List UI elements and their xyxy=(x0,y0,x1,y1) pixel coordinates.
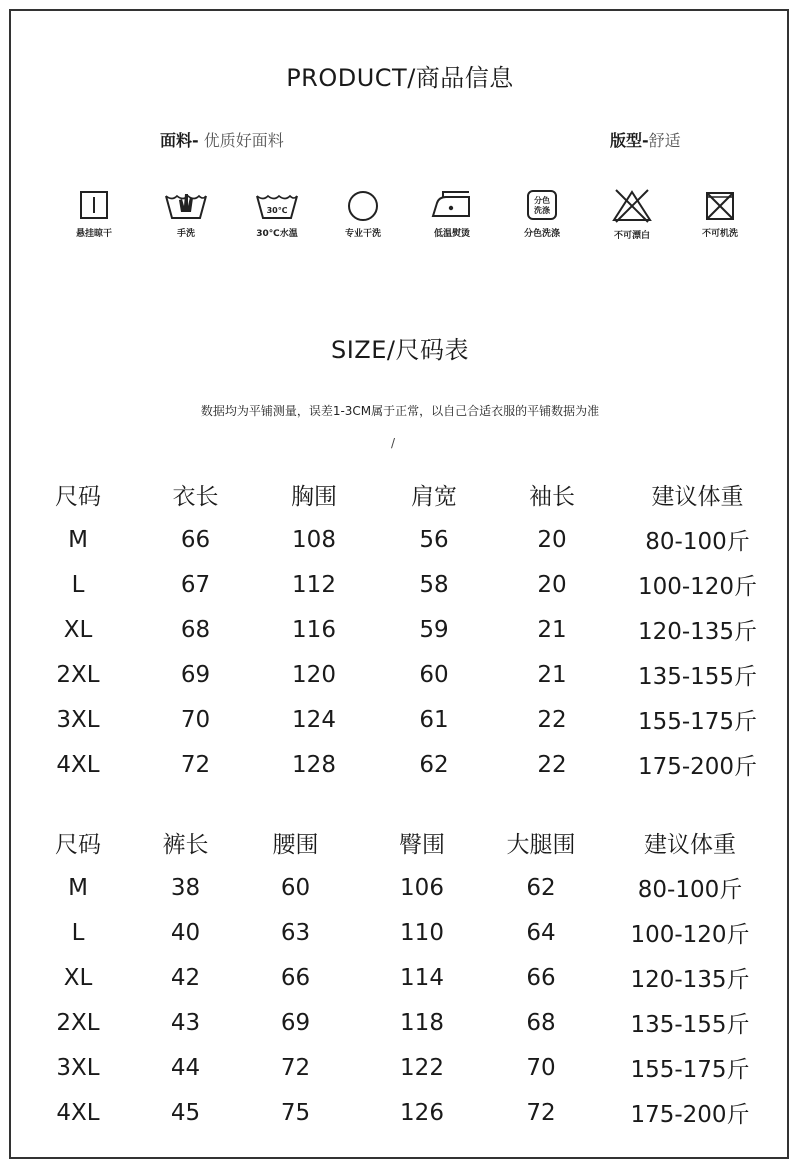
table-row xyxy=(18,652,784,697)
table-row xyxy=(18,562,784,607)
table-cell: 63 xyxy=(280,919,311,946)
care-item-wash-30c xyxy=(232,188,322,239)
stray-slash: / xyxy=(391,436,396,450)
fit-info xyxy=(610,128,681,151)
table-cell: 60 xyxy=(419,661,449,688)
size-cell: 2XL xyxy=(56,1009,100,1036)
size-cell: 3XL xyxy=(56,1054,100,1081)
table-row xyxy=(18,1045,784,1090)
table-cell: 72 xyxy=(526,1099,556,1126)
table-row xyxy=(18,742,784,787)
bottom-size-table xyxy=(18,820,784,1135)
table-cell: 70 xyxy=(180,706,211,733)
size-title: SIZE/尺码表 xyxy=(330,336,469,364)
care-item-hang-dry xyxy=(49,188,139,239)
table-cell: 59 xyxy=(419,616,449,643)
fit-label: 版型- xyxy=(610,131,649,150)
table-cell: 22 xyxy=(537,751,567,778)
weight-cell: 80-100斤 xyxy=(645,529,750,555)
dry-clean-icon xyxy=(344,188,382,222)
table-cell: 44 xyxy=(170,1054,201,1081)
size-cell: 4XL xyxy=(56,1099,100,1126)
table-header-row xyxy=(18,472,784,517)
svg-text:洗涤: 洗涤 xyxy=(534,206,550,215)
measurement-note: 数据均为平铺测量，误差1-3CM属于正常，以自己合适衣服的平铺数据为准 xyxy=(200,404,600,418)
fabric-value: 优质好面料 xyxy=(198,131,284,150)
table-cell: 116 xyxy=(292,616,336,643)
header-cell: 肩宽 xyxy=(411,484,457,510)
size-cell: XL xyxy=(63,616,93,643)
care-label: 分色洗涤 xyxy=(523,229,560,239)
wash-30c-icon xyxy=(254,188,300,222)
header-cell: 建议体重 xyxy=(644,832,736,858)
table-cell: 68 xyxy=(526,1009,556,1036)
weight-cell: 155-175斤 xyxy=(630,1057,750,1083)
table-cell: 61 xyxy=(419,706,449,733)
fabric-label: 面料- xyxy=(160,131,199,150)
product-title: PRODUCT/商品信息 xyxy=(286,64,514,92)
table-cell: 20 xyxy=(537,571,567,598)
table-cell: 66 xyxy=(280,964,311,991)
size-cell: L xyxy=(71,571,85,598)
table-cell: 128 xyxy=(292,751,336,778)
table-cell: 64 xyxy=(526,919,556,946)
care-label: 不可漂白 xyxy=(613,231,650,241)
weight-cell: 175-200斤 xyxy=(630,1102,750,1128)
table-cell: 62 xyxy=(526,874,556,901)
low-iron-icon xyxy=(429,188,475,222)
table-cell: 21 xyxy=(537,661,567,688)
header-cell: 裤长 xyxy=(162,832,209,858)
size-cell: 4XL xyxy=(56,751,100,778)
table-cell: 126 xyxy=(400,1099,444,1126)
fabric-info xyxy=(160,128,284,151)
table-cell: 114 xyxy=(400,964,444,991)
size-cell: M xyxy=(68,526,88,553)
table-cell: 22 xyxy=(537,706,567,733)
table-cell: 21 xyxy=(537,616,567,643)
fit-value: 舒适 xyxy=(648,131,681,150)
header-cell: 大腿围 xyxy=(506,832,576,858)
table-row xyxy=(18,607,784,652)
table-row xyxy=(18,865,784,910)
size-cell: L xyxy=(71,919,85,946)
table-cell: 118 xyxy=(400,1009,444,1036)
wash-temp-text: 30℃ xyxy=(266,206,288,215)
table-row xyxy=(18,955,784,1000)
care-label: 专业干洗 xyxy=(344,229,381,239)
table-cell: 122 xyxy=(400,1054,444,1081)
header-cell: 胸围 xyxy=(291,484,337,510)
weight-cell: 100-120斤 xyxy=(630,922,750,948)
weight-cell: 100-120斤 xyxy=(637,574,758,600)
table-cell: 106 xyxy=(400,874,444,901)
table-header-row xyxy=(18,820,784,865)
weight-cell: 135-155斤 xyxy=(637,664,758,690)
care-label: 手洗 xyxy=(176,229,195,239)
table-cell: 40 xyxy=(170,919,201,946)
weight-cell: 120-135斤 xyxy=(630,967,750,993)
table-cell: 69 xyxy=(280,1009,311,1036)
table-cell: 112 xyxy=(292,571,336,598)
size-cell: XL xyxy=(63,964,93,991)
table-cell: 72 xyxy=(280,1054,311,1081)
top-size-table xyxy=(18,472,784,787)
hand-wash-icon xyxy=(163,188,209,222)
table-cell: 43 xyxy=(170,1009,201,1036)
weight-cell: 135-155斤 xyxy=(630,1012,750,1038)
table-row xyxy=(18,1000,784,1045)
weight-cell: 155-175斤 xyxy=(637,709,758,735)
table-row xyxy=(18,697,784,742)
header-cell: 腰围 xyxy=(272,832,319,858)
header-cell: 臀围 xyxy=(399,832,445,858)
svg-text:分色: 分色 xyxy=(534,196,550,205)
table-cell: 75 xyxy=(280,1099,311,1126)
table-cell: 66 xyxy=(180,526,211,553)
size-cell: 2XL xyxy=(56,661,100,688)
table-cell: 68 xyxy=(180,616,211,643)
table-cell: 108 xyxy=(292,526,336,553)
table-cell: 72 xyxy=(180,751,211,778)
no-bleach-icon xyxy=(610,188,654,224)
care-item-hand-wash xyxy=(141,188,231,239)
table-cell: 38 xyxy=(170,874,201,901)
table-cell: 56 xyxy=(419,526,449,553)
table-cell: 70 xyxy=(526,1054,556,1081)
care-label: 悬挂晾干 xyxy=(75,229,112,239)
size-cell: 3XL xyxy=(56,706,100,733)
care-item-no-machine-wash xyxy=(675,188,765,239)
header-cell: 袖长 xyxy=(529,484,575,510)
weight-cell: 120-135斤 xyxy=(637,619,758,645)
table-cell: 58 xyxy=(419,571,449,598)
table-cell: 124 xyxy=(292,706,336,733)
weight-cell: 80-100斤 xyxy=(637,877,743,903)
hang-dry-icon xyxy=(77,188,111,222)
header-cell: 尺码 xyxy=(55,832,101,858)
table-cell: 60 xyxy=(280,874,311,901)
table-cell: 42 xyxy=(170,964,201,991)
table-cell: 69 xyxy=(180,661,211,688)
care-label: 低温熨烫 xyxy=(433,229,470,239)
care-item-low-iron xyxy=(407,188,497,239)
table-cell: 66 xyxy=(526,964,556,991)
size-cell: M xyxy=(68,874,88,901)
care-item-dry-clean xyxy=(318,188,408,239)
separate-wash-icon xyxy=(525,188,559,222)
header-cell: 建议体重 xyxy=(651,484,744,510)
weight-cell: 175-200斤 xyxy=(637,754,758,780)
header-cell: 尺码 xyxy=(55,484,101,510)
table-cell: 67 xyxy=(180,571,211,598)
table-cell: 120 xyxy=(292,661,336,688)
table-row xyxy=(18,910,784,955)
care-label: 不可机洗 xyxy=(701,229,738,239)
table-cell: 62 xyxy=(419,751,449,778)
table-cell: 110 xyxy=(400,919,444,946)
care-label: 30℃水温 xyxy=(256,229,298,239)
table-cell: 20 xyxy=(537,526,567,553)
no-machine-wash-icon xyxy=(702,188,738,222)
care-item-separate-wash xyxy=(497,188,587,239)
care-item-no-bleach xyxy=(587,188,677,241)
header-cell: 衣长 xyxy=(172,484,219,510)
table-cell: 45 xyxy=(170,1099,201,1126)
table-row xyxy=(18,517,784,562)
table-row xyxy=(18,1090,784,1135)
